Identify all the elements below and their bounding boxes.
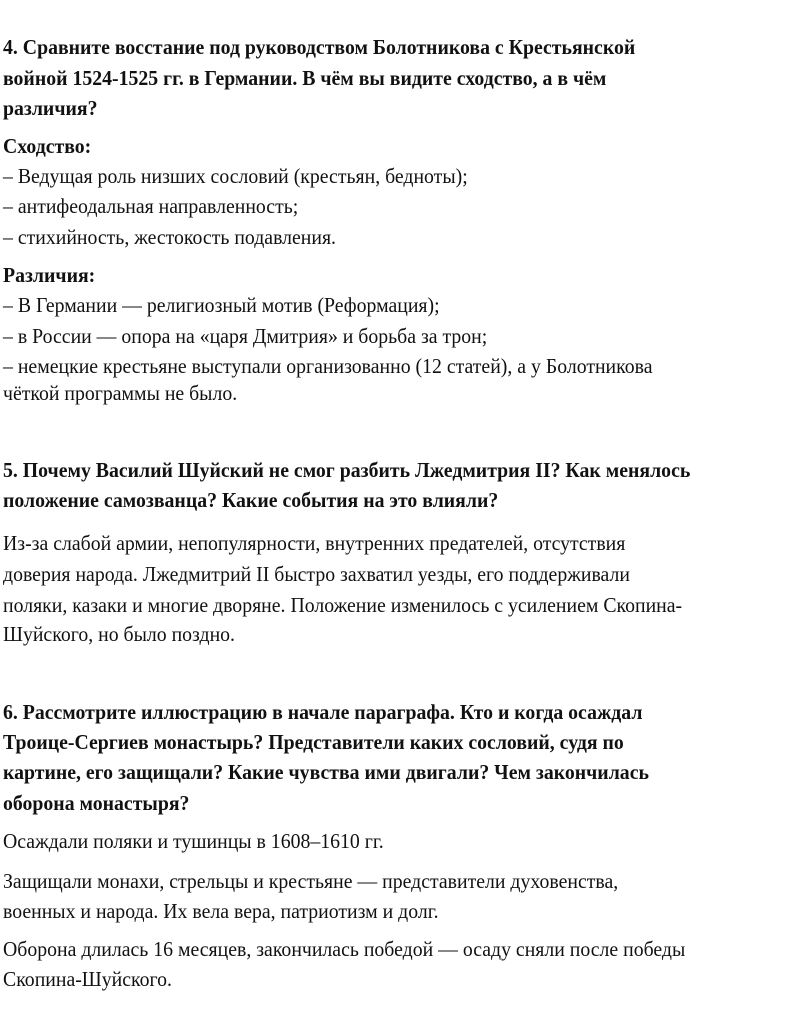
answer-text: Шуйского, но было поздно. <box>3 622 236 646</box>
list-item: – в России — опора на «царя Дмитрия» и борьба за трон; <box>3 324 488 348</box>
differences-heading: Различия: <box>3 263 96 287</box>
list-item: – В Германии — религиозный мотив (Реформация); <box>3 293 440 317</box>
list-item: – антифеодальная направленность; <box>3 194 299 218</box>
question-text: войной 1524-1525 гг. в Германии. В чём вы видите сходство, а в чём <box>3 66 607 90</box>
question-text: оборона монастыря? <box>3 791 190 815</box>
list-item: – стихийность, жестокость подавления. <box>3 225 337 249</box>
answer-text: доверия народа. Лжедмитрий II быстро захватил уезды, его поддерживали <box>3 562 630 586</box>
answer-text: Скопина-Шуйского. <box>3 967 172 991</box>
question-text: 6. Рассмотрите иллюстрацию в начале параграфа. Кто и когда осаждал <box>3 700 643 724</box>
answer-text: Из-за слабой армии, непопулярности, внутренних предателей, отсутствия <box>3 531 626 555</box>
question-text: 4. Сравните восстание под руководством Болотникова с Крестьянской <box>3 35 636 59</box>
question-text: положение самозванца? Какие события на это влияли? <box>3 488 499 512</box>
question-text: Троице-Сергиев монастырь? Представители каких сословий, судя по <box>3 730 624 754</box>
list-item: – Ведущая роль низших сословий (крестьян, бедноты); <box>3 164 468 188</box>
answer-text: военных и народа. Их вела вера, патриотизм и долг. <box>3 899 439 923</box>
answer-text: Осаждали поляки и тушинцы в 1608–1610 гг. <box>3 829 384 853</box>
question-text: 5. Почему Василий Шуйский не смог разбить Лжедмитрия II? Как менялось <box>3 458 691 482</box>
question-text: картине, его защищали? Какие чувства ими двигали? Чем закончилась <box>3 760 649 784</box>
list-item: чёткой программы не было. <box>3 381 238 405</box>
question-text: различия? <box>3 96 98 120</box>
similarity-heading: Сходство: <box>3 134 92 158</box>
list-item: – немецкие крестьяне выступали организованно (12 статей), а у Болотникова <box>3 354 653 378</box>
answer-text: Оборона длилась 16 месяцев, закончилась победой — осаду сняли после победы <box>3 937 686 961</box>
answer-text: поляки, казаки и многие дворяне. Положение изменилось с усилением Скопина- <box>3 593 683 617</box>
answer-text: Защищали монахи, стрельцы и крестьяне — представители духовенства, <box>3 869 619 893</box>
